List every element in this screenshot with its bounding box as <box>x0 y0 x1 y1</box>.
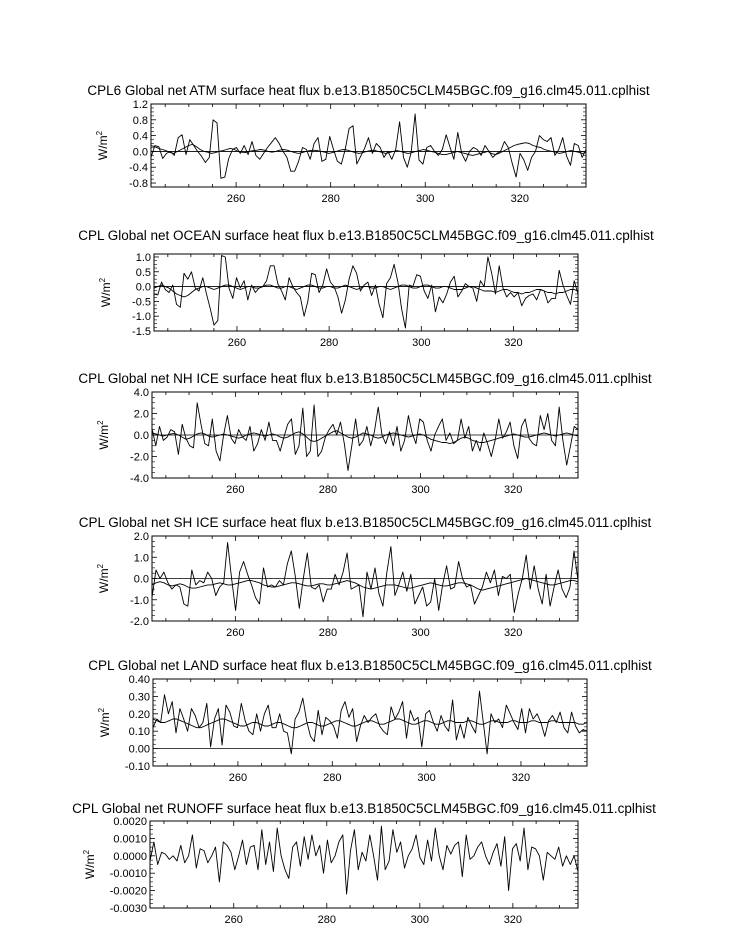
x-tick-label: 280 <box>321 193 340 205</box>
ylabel-text: W/m <box>83 854 97 880</box>
ylabel-text: W/m <box>99 282 113 308</box>
x-tick-label: 260 <box>226 484 245 496</box>
y-tick-label: 0.00 <box>128 743 150 756</box>
x-tick-label: 300 <box>410 914 430 926</box>
y-tick-label: 2.0 <box>133 408 149 421</box>
y-tick-label: -1.0 <box>132 311 151 324</box>
plot-5-title: CPL Global net LAND surface heat flux b.e13.B1850C5CLM45BGC.f09_g16.clm45.011.cplhist <box>88 658 652 673</box>
y-tick-label: -0.4 <box>129 162 148 175</box>
plot-4-title: CPL Global net SH ICE surface heat flux b.e13.B1850C5CLM45BGC.f09_g16.clm45.011.cplhist <box>78 515 652 530</box>
y-tick-label: -2.0 <box>130 616 149 628</box>
ylabel-superscript: 2 <box>82 849 91 855</box>
y-tick-label: 0.0020 <box>113 816 147 828</box>
y-tick-label: 0.0 <box>135 281 151 294</box>
x-tick-label: 300 <box>417 772 436 784</box>
y-tick-label: -0.0020 <box>109 885 147 898</box>
x-tick-label: 320 <box>511 772 531 784</box>
plot-4 <box>79 515 652 639</box>
x-tick-label: 260 <box>227 337 247 349</box>
x-tick-label: 320 <box>504 337 523 349</box>
x-tick-label: 300 <box>411 484 430 496</box>
x-tick-label: 260 <box>224 914 243 926</box>
plot-6 <box>72 801 656 926</box>
plot-6-title: CPL Global net RUNOFF surface heat flux b.e13.B1850C5CLM45BGC.f09_g16.clm45.011.cplhist <box>72 801 656 816</box>
x-tick-label: 280 <box>318 484 338 496</box>
plot-5-ylabel <box>97 707 112 737</box>
y-tick-label: 0.0 <box>132 146 148 159</box>
y-tick-label: 4.0 <box>133 387 149 399</box>
x-tick-label: 280 <box>318 627 338 639</box>
x-tick-label: 320 <box>503 484 523 496</box>
x-tick-label: 280 <box>317 914 336 926</box>
plot-1-series-2-line <box>151 143 586 156</box>
x-tick-label: 280 <box>323 772 342 784</box>
plot-4-ylabel <box>96 563 111 593</box>
plot-6-series-1-line <box>150 826 578 894</box>
x-tick-label: 260 <box>226 627 245 639</box>
ylabel-text: W/m <box>96 135 110 161</box>
y-tick-label: -0.5 <box>132 296 151 309</box>
ylabel-superscript: 2 <box>95 130 104 136</box>
x-tick-label: 260 <box>228 772 248 784</box>
plot-3-ylabel <box>96 420 111 450</box>
y-tick-label: 0.0 <box>133 573 149 586</box>
y-tick-label: 0.10 <box>128 726 150 739</box>
plot-5 <box>88 658 652 784</box>
y-tick-label: 0.40 <box>128 674 150 686</box>
y-tick-label: -0.10 <box>124 761 150 773</box>
y-tick-label: -2.0 <box>130 451 149 464</box>
y-tick-label: -4.0 <box>130 473 149 485</box>
plot-2-ylabel <box>98 277 113 307</box>
x-tick-label: 280 <box>319 337 339 349</box>
x-tick-label: 320 <box>503 914 523 926</box>
plot-4-series-2-line <box>152 579 578 591</box>
plot-1 <box>87 83 650 205</box>
y-tick-label: -1.5 <box>132 326 151 338</box>
plot-1-title: CPL6 Global net ATM surface heat flux b.e13.B1850C5CLM45BGC.f09_g16.clm45.011.cplhist <box>87 83 650 98</box>
plot-1-ylabel <box>95 130 110 160</box>
x-tick-label: 300 <box>416 193 435 205</box>
plot-3-title: CPL Global net NH ICE surface heat flux b.e13.B1850C5CLM45BGC.f09_g16.clm45.011.cplhist <box>78 371 652 386</box>
plot-2-title: CPL Global net OCEAN surface heat flux b.e13.B1850C5CLM45BGC.f09_g16.clm45.011.cplhist <box>78 228 654 243</box>
plot-3 <box>78 371 652 496</box>
y-tick-label: -1.0 <box>130 594 149 607</box>
plot-6-frame <box>150 821 578 908</box>
y-tick-label: 0.5 <box>135 266 151 279</box>
ylabel-text: W/m <box>97 424 111 450</box>
plot-3-series-1-line <box>152 403 578 471</box>
plot-4-series-1-line <box>152 542 578 616</box>
plot-6-ylabel <box>82 849 97 879</box>
y-tick-label: 0.0 <box>133 430 149 442</box>
y-tick-label: -0.8 <box>129 178 148 191</box>
x-tick-label: 320 <box>510 193 529 205</box>
y-tick-label: 0.0000 <box>113 850 147 863</box>
y-tick-label: 2.0 <box>133 531 149 543</box>
y-tick-label: 1.2 <box>132 99 148 111</box>
y-tick-label: 1.0 <box>133 552 149 565</box>
ylabel-text: W/m <box>97 568 111 594</box>
y-tick-label: -0.0030 <box>109 903 147 915</box>
x-tick-label: 300 <box>411 627 430 639</box>
y-tick-label: 0.30 <box>128 691 150 704</box>
y-tick-label: 1.0 <box>135 251 151 264</box>
ylabel-superscript: 2 <box>96 563 105 569</box>
x-tick-label: 300 <box>412 337 431 349</box>
y-tick-label: 0.8 <box>132 114 148 127</box>
y-tick-label: 0.0010 <box>113 833 147 846</box>
plot-1-series-1-line <box>151 114 586 178</box>
ylabel-text: W/m <box>98 712 112 738</box>
plot-2 <box>78 228 654 349</box>
x-tick-label: 320 <box>503 627 523 639</box>
x-tick-label: 260 <box>226 193 246 205</box>
plot-1-frame <box>151 104 586 187</box>
y-tick-label: -0.0010 <box>109 868 147 881</box>
ylabel-superscript: 2 <box>97 707 106 713</box>
y-tick-label: 0.20 <box>128 708 150 721</box>
ylabel-superscript: 2 <box>98 277 107 283</box>
plot-2-series-1-line <box>154 256 578 329</box>
y-tick-label: 0.4 <box>132 130 148 143</box>
ylabel-superscript: 2 <box>96 420 105 425</box>
